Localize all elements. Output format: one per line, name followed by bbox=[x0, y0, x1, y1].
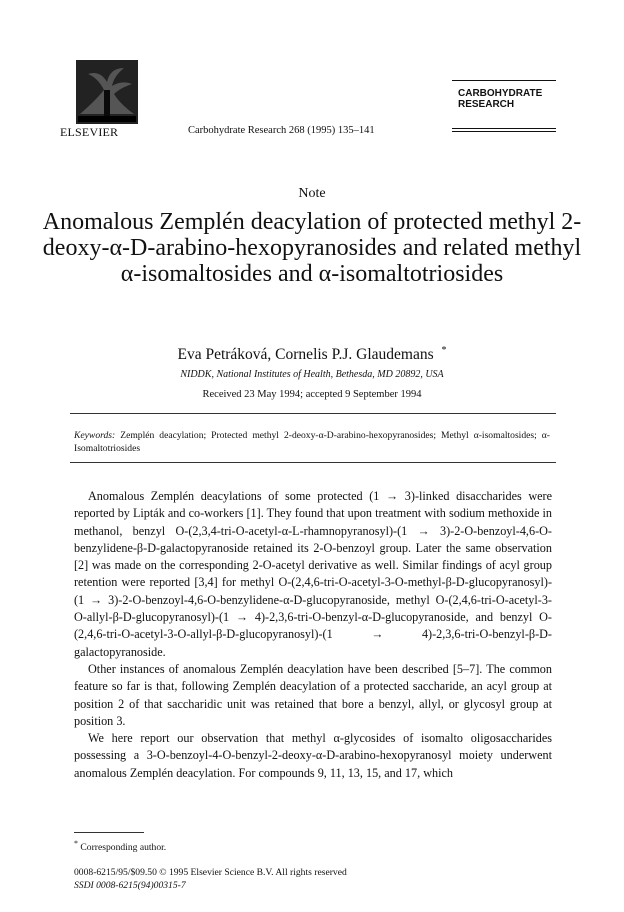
journal-brand bbox=[458, 88, 542, 110]
footnote-text: Corresponding author. bbox=[80, 842, 167, 854]
brand-bottom-rule-1 bbox=[452, 128, 556, 129]
article-body bbox=[74, 488, 552, 782]
copyright-block bbox=[74, 866, 347, 892]
keywords-text: Zemplén deacylation; Protected methyl 2-deoxy-α-D-arabino-hexopyranosides; Methyl α-isomaltosides; α-Isomaltotriosides bbox=[74, 430, 550, 454]
corresponding-mark: * bbox=[441, 345, 447, 356]
footnote bbox=[74, 839, 166, 853]
elsevier-logo bbox=[76, 60, 138, 124]
brand-bottom-rule-2 bbox=[452, 131, 556, 132]
paragraph: We here report our observation that methyl α-glycosides of isomalto oligosaccharides possessing a 3-O-benzoyl-4-O-benzyl-2-deoxy-α-D-arabino-hexopyranosyl moiety underwent anomalous Zemplén deacylation. For compounds 9, 11, 13, 15, and 17, which bbox=[74, 731, 552, 780]
article-title: Anomalous Zemplén deacylation of protected methyl 2-deoxy-α-D-arabino-hexopyranosides and related methyl α-isomaltosides and α-isomaltotriosides bbox=[42, 209, 582, 287]
brand-top-rule bbox=[452, 80, 556, 81]
brand-line-2: RESEARCH bbox=[458, 99, 515, 110]
keywords-bottom-rule bbox=[70, 462, 556, 463]
keywords-label: Keywords: bbox=[74, 430, 116, 441]
paragraph: Anomalous Zemplén deacylations of some protected (1 → 3)-linked disaccharides were reported by Lipták and co-workers [1]. They found that upon treatment with sodium methoxide in methanol, benzyl O-(2,3,4-tri-O-acetyl-α-L-rhamnopyranosyl)-(1 → 3)-2-O-benzoyl-4,6-O-benzylidene-β-D-galactopyranoside retained its 2-O-benzoyl group. Later the same observation [2] was made on the corresponding 2-O-acetyl derivative as well. Similar findings of acyl group retention were reported [3,4] for methyl O-(2,4,6-tri-O-acetyl-3-O-methyl-β-D-glucopyranosyl)-(1 → 3)-2-O-benzoyl-4,6-O-benzylidene-α-D-glucopyranoside, methyl O-(2,4,6-tri-O-acetyl-3-O-allyl-β-D-glucopyranosyl)-(1 → 4)-2,3,6-tri-O-benzyl-α-D-glucopyranoside, and benzyl O-(2,4,6-tri-O-acetyl-3-O-allyl-β-D-glucopyranosyl)-(1 → 4)-2,3,6-tri-O-benzyl-β-D-galactopyranoside. bbox=[74, 489, 552, 659]
affiliation: NIDDK, National Institutes of Health, Bethesda, MD 20892, USA bbox=[180, 369, 444, 380]
copyright-line: 0008-6215/95/$09.50 © 1995 Elsevier Science B.V. All rights reserved bbox=[74, 867, 347, 878]
received-dates: Received 23 May 1994; accepted 9 September 1994 bbox=[202, 389, 422, 400]
publisher-name: ELSEVIER bbox=[60, 125, 119, 139]
ssdi-line: SSDI 0008-6215(94)00315-7 bbox=[74, 880, 186, 891]
journal-citation: Carbohydrate Research 268 (1995) 135–141 bbox=[188, 125, 375, 136]
keywords-top-rule bbox=[70, 413, 556, 414]
keywords-block bbox=[74, 429, 550, 455]
footnote-rule bbox=[74, 832, 144, 833]
author-line bbox=[0, 345, 624, 364]
footnote-mark: * bbox=[74, 839, 78, 848]
brand-line-1: CARBOHYDRATE bbox=[458, 88, 543, 99]
paragraph: Other instances of anomalous Zemplén deacylation have been described [5–7]. The common feature so far is that, following Zemplén deacylation of a protected saccharide, an acyl group at position 2 of that saccharidic unit was retained that bore a benzyl, allyl, or glycosyl group at position 3. bbox=[74, 661, 552, 728]
authors: Eva Petráková, Cornelis P.J. Glaudemans bbox=[177, 346, 434, 364]
section-label: Note bbox=[298, 186, 326, 201]
